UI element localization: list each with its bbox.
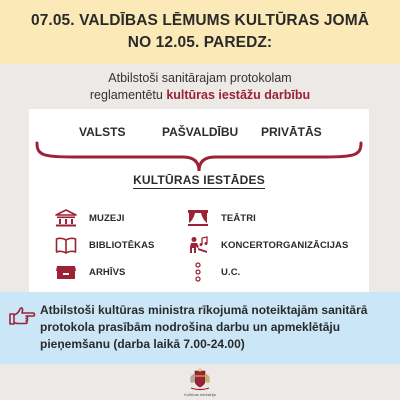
owner-municipal: PAŠVALDĪBU	[162, 125, 239, 139]
list-item-label: BIBLIOTĒKAS	[89, 239, 155, 251]
list-item-theatres	[185, 207, 256, 229]
dots-icon	[185, 261, 211, 283]
intro-text	[0, 70, 400, 108]
book-icon	[53, 234, 79, 256]
intro-line2	[0, 87, 400, 104]
archive-box-icon	[53, 261, 79, 283]
list-item-other	[185, 261, 240, 283]
list-item-archive	[53, 261, 126, 283]
header-title-line1: 07.05. VALDĪBAS LĒMUMS KULTŪRAS JOMĀ	[30, 12, 370, 29]
owner-state: VALSTS	[79, 125, 126, 139]
list-item-libraries	[53, 234, 155, 256]
header-banner	[0, 0, 400, 64]
ministry-name: Kultūras ministrija	[184, 392, 216, 397]
coat-of-arms-logo	[186, 368, 214, 392]
list-item-label: MUZEJI	[89, 212, 125, 224]
museum-icon	[53, 207, 79, 229]
list-item-concerts	[185, 234, 348, 256]
intro-line2-accent: kultūras iestāžu darbību	[166, 88, 311, 102]
info-text: Atbilstoši kultūras ministra rīkojumā noteiktajām sanitārā protokola prasībām nodrošina darbu un apmeklētāju pieņemšanu (darba laikā 7.00-24.00)	[40, 303, 368, 351]
list-item-museums	[53, 207, 124, 229]
institutions-card	[29, 109, 369, 296]
pointing-hand-icon	[8, 306, 36, 328]
musician-icon	[185, 234, 211, 256]
header-title-line2: NO 12.05. PAREDZ:	[127, 34, 273, 51]
info-banner	[0, 292, 400, 364]
list-item-label: TEĀTRI	[221, 212, 256, 224]
curly-brace-icon	[33, 139, 365, 173]
intro-line2-plain: reglamentētu	[89, 88, 167, 102]
list-item-label: ARHĪVS	[89, 266, 126, 278]
intro-line1: Atbilstoši sanitārajam protokolam	[108, 71, 292, 85]
owner-private: PRIVĀTĀS	[261, 125, 322, 139]
list-item-label: U.C.	[221, 266, 241, 278]
institutions-title: KULTŪRAS IESTĀDES	[133, 173, 265, 187]
theatre-stage-icon	[185, 207, 211, 229]
list-item-label: KONCERTORGANIZĀCIJAS	[221, 239, 349, 251]
